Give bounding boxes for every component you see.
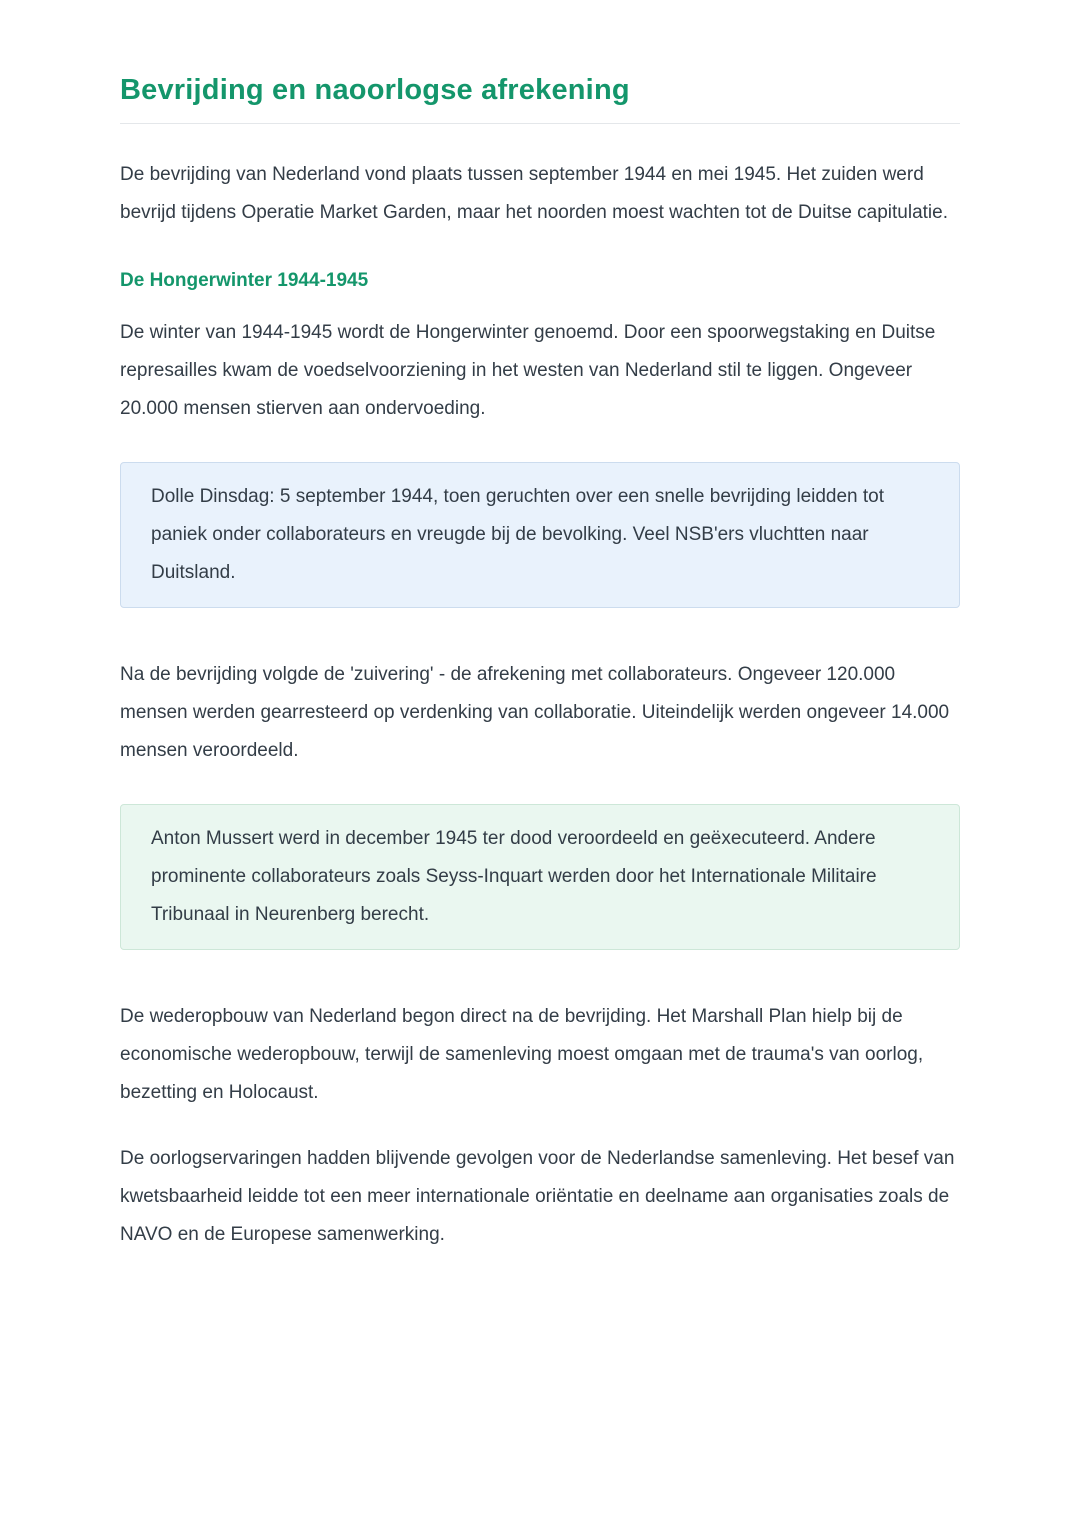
closing-paragraph: De oorlogservaringen hadden blijvende gevolgen voor de Nederlandse samenleving. Het besef van kwetsbaarheid leidde tot een meer internationale oriëntatie en deelname aan organisaties zoals de NAVO en de Europese samenwerking.	[120, 1148, 955, 1245]
section-heading-hongerwinter: De Hongerwinter 1944-1945	[120, 270, 369, 291]
zuivering-paragraph: Na de bevrijding volgde de 'zuivering' - de afrekening met collaborateurs. Ongeveer 120.000 mensen werden gearresteerd op verdenking van collaboratie. Uiteindelijk werden ongeveer 14.000 mensen veroordeeld.	[120, 664, 950, 761]
wederopbouw-paragraph: De wederopbouw van Nederland begon direct na de bevrijding. Het Marshall Plan hielp bij de economische wederopbouw, terwijl de samenleving moest omgaan met de trauma's van oorlog, bezetting en Holocaust.	[120, 1006, 924, 1103]
title-divider	[120, 123, 960, 124]
hongerwinter-paragraph: De winter van 1944-1945 wordt de Hongerwinter genoemd. Door een spoorwegstaking en Duitse represailles kwam de voedselvoorziening in het westen van Nederland stil te liggen. Ongeveer 20.000 mensen stierven aan ondervoeding.	[120, 322, 936, 419]
page-title: Bevrijding en naoorlogse afrekening	[120, 74, 630, 106]
intro-paragraph: De bevrijding van Nederland vond plaats tussen september 1944 en mei 1945. Het zuiden werd bevrijd tijdens Operatie Market Garden, maar het noorden moest wachten tot de Duitse capitulatie.	[120, 164, 948, 223]
callout-mussert	[120, 804, 960, 950]
callout-dolle-dinsdag	[120, 462, 960, 608]
callout-dolle-dinsdag-text: Dolle Dinsdag: 5 september 1944, toen geruchten over een snelle bevrijding leidden tot paniek onder collaborateurs en vreugde bij de bevolking. Veel NSB'ers vluchtten naar Duitsland.	[151, 486, 885, 583]
callout-mussert-text: Anton Mussert werd in december 1945 ter dood veroordeeld en geëxecuteerd. Andere prominente collaborateurs zoals Seyss-Inquart werden door het Internationale Militaire Tribunaal in Neurenberg berecht.	[151, 828, 877, 925]
